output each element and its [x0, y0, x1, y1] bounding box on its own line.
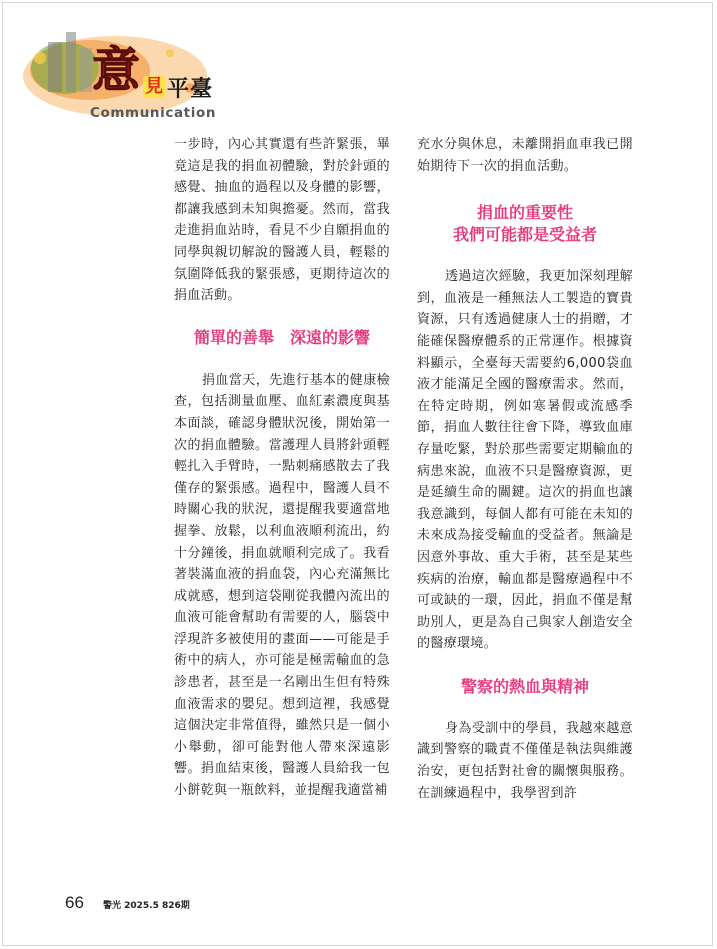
- section-heading-beneficiaries: 我們可能都是受益者: [452, 225, 597, 245]
- left-column: [174, 134, 390, 802]
- section-heading-simple-good-deed: 簡單的善舉 深遠的影響: [193, 327, 370, 347]
- logo-title-rest: 平臺: [167, 76, 214, 102]
- logo-big-character: 意: [92, 42, 141, 98]
- section-logo: [20, 28, 230, 128]
- page-number: 66: [65, 893, 84, 912]
- section-heading-police-spirit: 警察的熱血與精神: [460, 676, 589, 696]
- right-intro-paragraph: 充水分與休息，未離開捐血車我已開始期待下一次的捐血活動。: [417, 137, 633, 174]
- left-intro-paragraph: 一步時，內心其實還有些許緊張，畢竟這是我的捐血初體驗，對於針頭的感覺、抽血的過程以及身體的影響，都讓我感到未知與擔憂。然而，當我走進捐血站時，看見不少自願捐血的同學與親切解說的醫護人員，輕鬆的氛圍降低我的緊張感，更期待這次的捐血活動。: [174, 137, 390, 304]
- body-paragraph-importance: 透過這次經驗，我更加深刻理解到，血液是一種無法人工製造的寶貴資源，只有透過健康人士的捐贈，才能確保醫療體系的正常運作。根據資料顯示，全臺每天需要約6,000袋血液才能滿足全國的醫療需求。然而，在特定時期，例如寒暑假或流感季節，捐血人數往往會下降，導致血庫存量吃緊，對於那些需要定期輸血的病患來說，血液不只是醫療資源，更是延續生命的關鍵。這次的捐血也讓我意識到，每個人都有可能在未知的未來成為接受輸血的受益者。無論是因意外事故、重大手術，甚至是某些疾病的治療，輸血都是醫療過程中不可或缺的一環，因此，捐血不僅是幫助別人，更是為自己與家人創造安全的醫療環境。: [417, 269, 633, 652]
- logo-small-character: 見: [145, 76, 163, 97]
- publication-info: 警光 2025.5 826期: [103, 901, 190, 911]
- section-heading-importance: 捐血的重要性: [476, 203, 573, 223]
- body-paragraph-donation-day: 捐血當天，先進行基本的健康檢查，包括測量血壓、血紅素濃度與基本面談，確認身體狀況後，開始第一次的捐血體驗。當護理人員將針頭輕輕扎入手臂時，一點刺痛感散去了我僅存的緊張感。過程中，醫護人員不時關心我的狀況，還提醒我要適當地握拳、放鬆，以利血液順利流出，約十分鐘後，捐血就順利完成了。我看著裝滿血液的捐血袋，內心充滿無比成就感，想到這袋剛從我體內流出的血液可能會幫助有需要的人，腦袋中浮現許多被使用的畫面——可能是手術中的病人，亦可能是極需輸血的急診患者，甚至是一名剛出生但有特殊血液需求的嬰兒。想到這裡，我感覺這個決定非常值得，雖然只是一個小小舉動，卻可能對他人帶來深遠影響。捐血結束後，醫護人員給我一包小餅乾與一瓶飲料，並提醒我適當補: [174, 372, 390, 799]
- logo-english-subtitle: Communication: [90, 105, 217, 121]
- body-paragraph-police-trainee: 身為受訓中的學員，我越來越意識到警察的職責不僅僅是執法與維護治安，更包括對社會的關懷與服務。在訓練過程中，我學習到許: [417, 720, 633, 801]
- right-column: [417, 134, 633, 804]
